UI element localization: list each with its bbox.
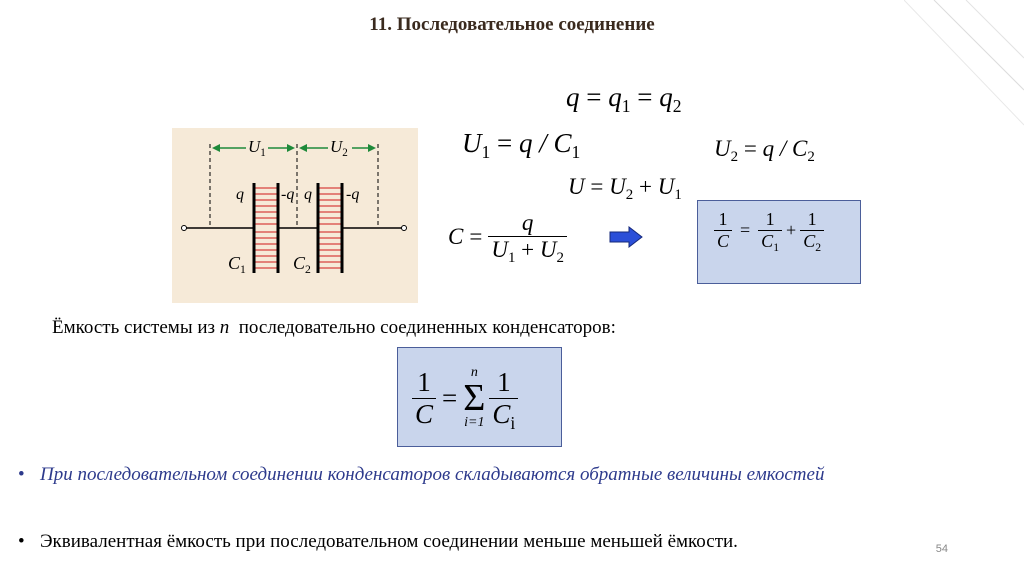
capacitor-2 <box>318 183 342 273</box>
bullet-2: • Эквивалентная ёмкость при последовательном соединении меньше меньшей ёмкости. <box>18 531 738 552</box>
fraction: $\frac{q}{U_1 + U_2}$ <box>488 210 567 263</box>
equation-U2: $U_2 = q / C_2$ <box>714 136 815 166</box>
equation-charge: $q = q_1 = q_2$ <box>566 82 682 117</box>
corner-decoration <box>904 0 1024 130</box>
right-arrow-icon <box>609 226 643 248</box>
capacity-sentence: Ёмкость системы из n последовательно соединенных конденсаторов: <box>52 317 616 338</box>
label-minus-q-right: -q <box>346 186 360 203</box>
page-number: 54 <box>935 543 948 555</box>
label-q-left: q <box>236 186 244 203</box>
arrow-left-icon <box>212 144 220 152</box>
label-U2: $U_2$ <box>330 137 348 159</box>
diagram-drawing <box>172 128 418 303</box>
arrow-left-icon <box>299 144 307 152</box>
equation-U1: $U_1 = q / C_1$ <box>462 128 581 163</box>
arrow-right-icon <box>368 144 376 152</box>
bullet-1: • При последовательном соединении конденсаторов складываются обратные величины емкостей <box>18 464 825 485</box>
result-box-two: $\frac{1}{C}$ = $\frac{1}{C_1}$ + $\frac{1}{C_2}$ <box>697 200 861 284</box>
slide-title: 11. Последовательное соединение <box>369 14 655 35</box>
label-C1: $C_1$ <box>228 253 246 277</box>
arrow-right-icon <box>287 144 295 152</box>
label-minus-q-mid: -q <box>281 186 295 203</box>
terminal-right <box>402 226 407 231</box>
label-U1: $U_1$ <box>248 137 266 159</box>
result-box-general: $\frac{1}{C}$ = n Σ i=1 $\frac{1}{C_i}$ <box>397 347 562 447</box>
equation-U: $U = U_2 + U_1$ <box>568 174 682 204</box>
capacitor-1 <box>254 183 278 273</box>
capacitor-diagram <box>172 128 418 303</box>
label-C2: $C_2$ <box>293 253 311 277</box>
equation-C: C = $\frac{q}{U_1 + U_2}$ <box>448 210 567 263</box>
label-q-mid: q <box>304 186 312 203</box>
terminal-left <box>182 226 187 231</box>
summation: n Σ i=1 <box>463 365 486 430</box>
